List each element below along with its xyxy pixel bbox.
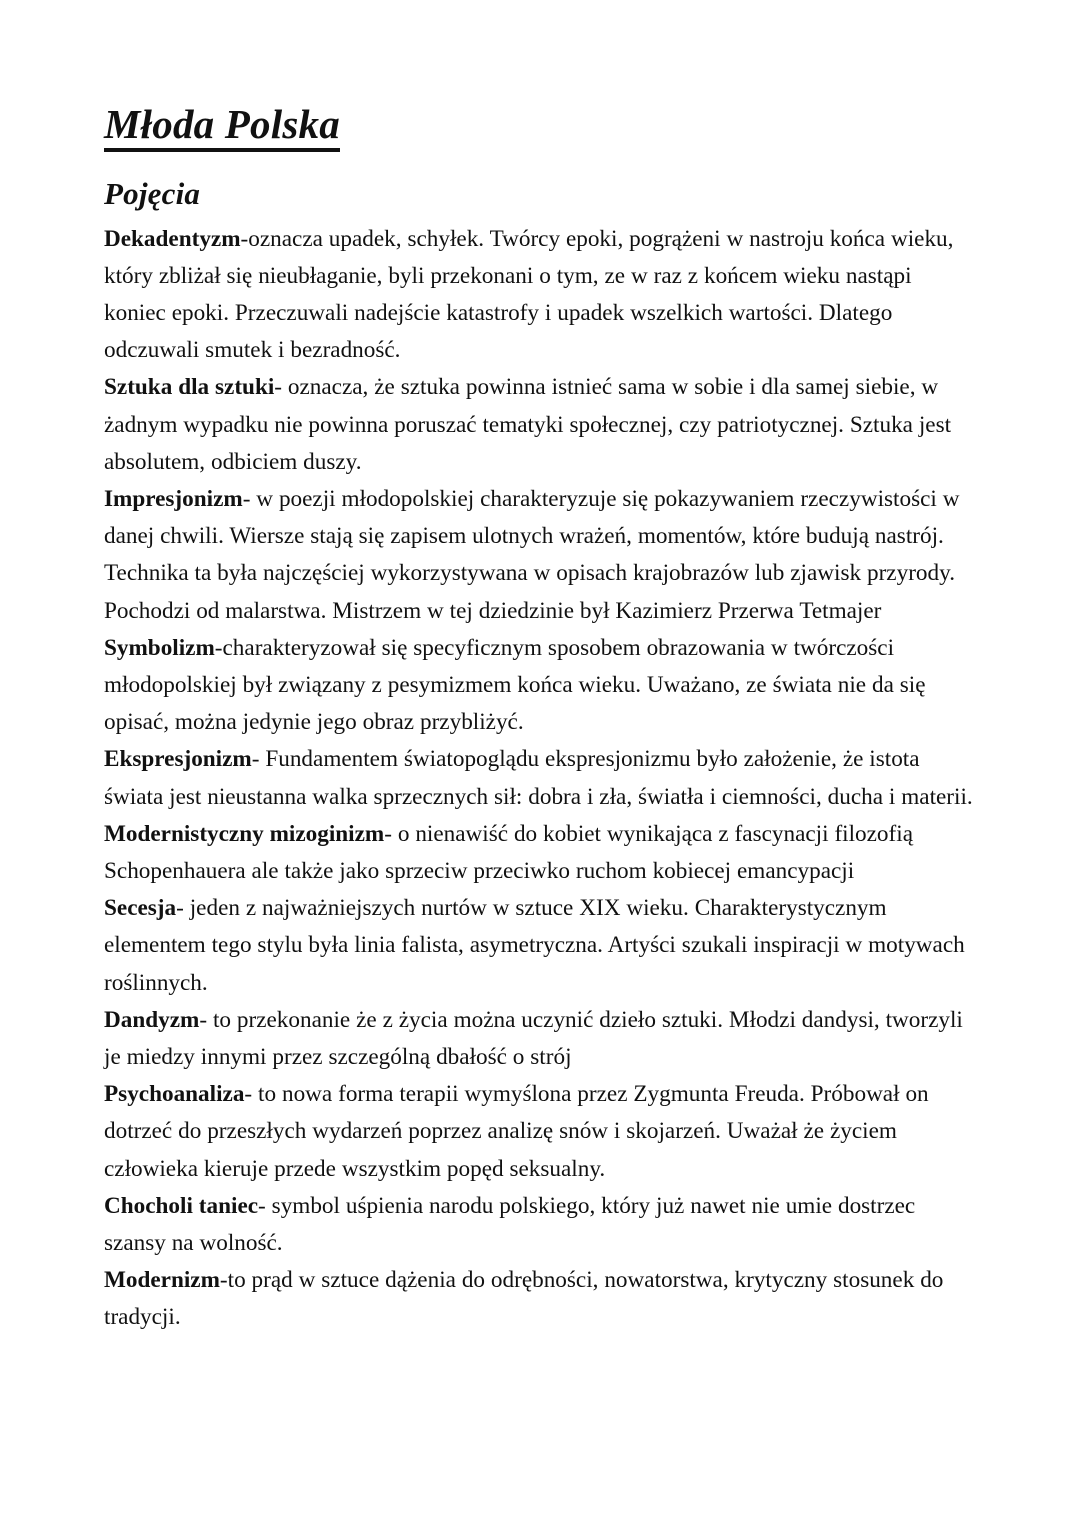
title-row [104,101,976,152]
definition-entry [104,1002,976,1076]
definition-text: -to prąd w sztuce dążenia do odrębności, nowatorstwa, krytyczny stosunek do tradycji. [104,1267,944,1331]
definition-entry [104,1076,976,1188]
definition-term: Dandyzm [104,1006,200,1033]
definition-text: - to nowa forma terapii wymyślona przez Zygmunta Freuda. Próbował on dotrzeć do przeszłych wydarzeń poprzez analizę snów i skojarzeń. Uważał że życiem człowieka kieruje przede wszystkim popęd seksualny. [104,1081,929,1182]
definition-text: - o nienawiść do kobiet wynikająca z fascynacji filozofią Schopenhauera ale także jako sprzeciw przeciwko ruchom kobiecej emancypacji [104,820,913,884]
definition-entry [104,630,976,742]
definition-entry [104,741,976,815]
definition-text: -charakteryzował się specyficznym sposobem obrazowania w twórczości młodopolskiej był związany z pesymizmem końca wieku. Uważano, ze świata nie da się opisać, można jedynie jego obraz przybliżyć. [104,634,926,736]
definition-term: Modernizm [104,1267,220,1294]
definition-entry [104,221,976,370]
definition-entry [104,481,976,630]
definition-term: Impresjonizm [104,485,243,512]
definition-entry [104,890,976,1002]
definition-entry [104,816,976,890]
definition-text: - to przekonanie że z życia można uczynić dzieło sztuki. Młodzi dandysi, tworzyli je miedzy innymi przez szczególną dbałość o strój [104,1006,963,1071]
definition-text: - oznacza, że sztuka powinna istnieć sama w sobie i dla samej siebie, w żadnym wypadku nie powinna poruszać tematyki społecznej, czy patriotycznej. Sztuka jest absolutem, odbiciem duszy. [104,374,952,475]
definition-text: - jeden z najważniejszych nurtów w sztuce XIX wieku. Charakterystycznym elementem tego stylu była linia falista, asymetryczna. Artyści szukali inspiracji w motywach roślinnych. [104,895,965,996]
page-title: Młoda Polska [104,104,340,152]
definition-entry [104,1262,976,1336]
definition-term: Symbolizm [104,634,215,661]
definition-text: -oznacza upadek, schyłek. Twórcy epoki, pogrążeni w nastroju końca wieku, który zbliżał się nieubłaganie, byli przekonani o tym, ze w raz z końcem wieku nastąpi koniec epoki. Przeczuwali nadejście katastrofy i upadek wszelkich wartości. Dlatego odczuwali smutek i bezradność. [104,225,954,364]
definition-list [104,221,976,1337]
section-heading-pojecia: Pojęcia [104,176,201,211]
definition-term: Secesja [104,895,177,922]
definition-term: Ekspresjonizm [104,746,252,773]
definition-term: Chocholi taniec [104,1192,259,1219]
definition-text: - Fundamentem światopoglądu ekspresjonizmu było założenie, że istota świata jest nieustanna walka sprzecznych sił: dobra i zła, światła i ciemności, ducha i materii. [104,746,973,810]
definition-text: - w poezji młodopolskiej charakteryzuje się pokazywaniem rzeczywistości w danej chwili. Wiersze stają się zapisem ulotnych wrażeń, momentów, które budują nastrój. Technika ta była najczęściej wykorzystywana w opisach krajobrazów lub zjawisk przyrody. Pochodzi od malarstwa. Mistrzem w tej dziedzinie był Kazimierz Przerwa Tetmajer [104,485,960,624]
definition-text: - symbol uśpienia narodu polskiego, który już nawet nie umie dostrzec szansy na wolność. [104,1192,916,1257]
definition-term: Modernistyczny mizoginizm [104,820,385,847]
definition-term: Psychoanaliza [104,1081,245,1108]
definition-term: Dekadentyzm [104,225,241,252]
definition-entry [104,1188,976,1262]
definition-entry [104,369,976,481]
definition-term: Sztuka dla sztuki [104,374,275,401]
